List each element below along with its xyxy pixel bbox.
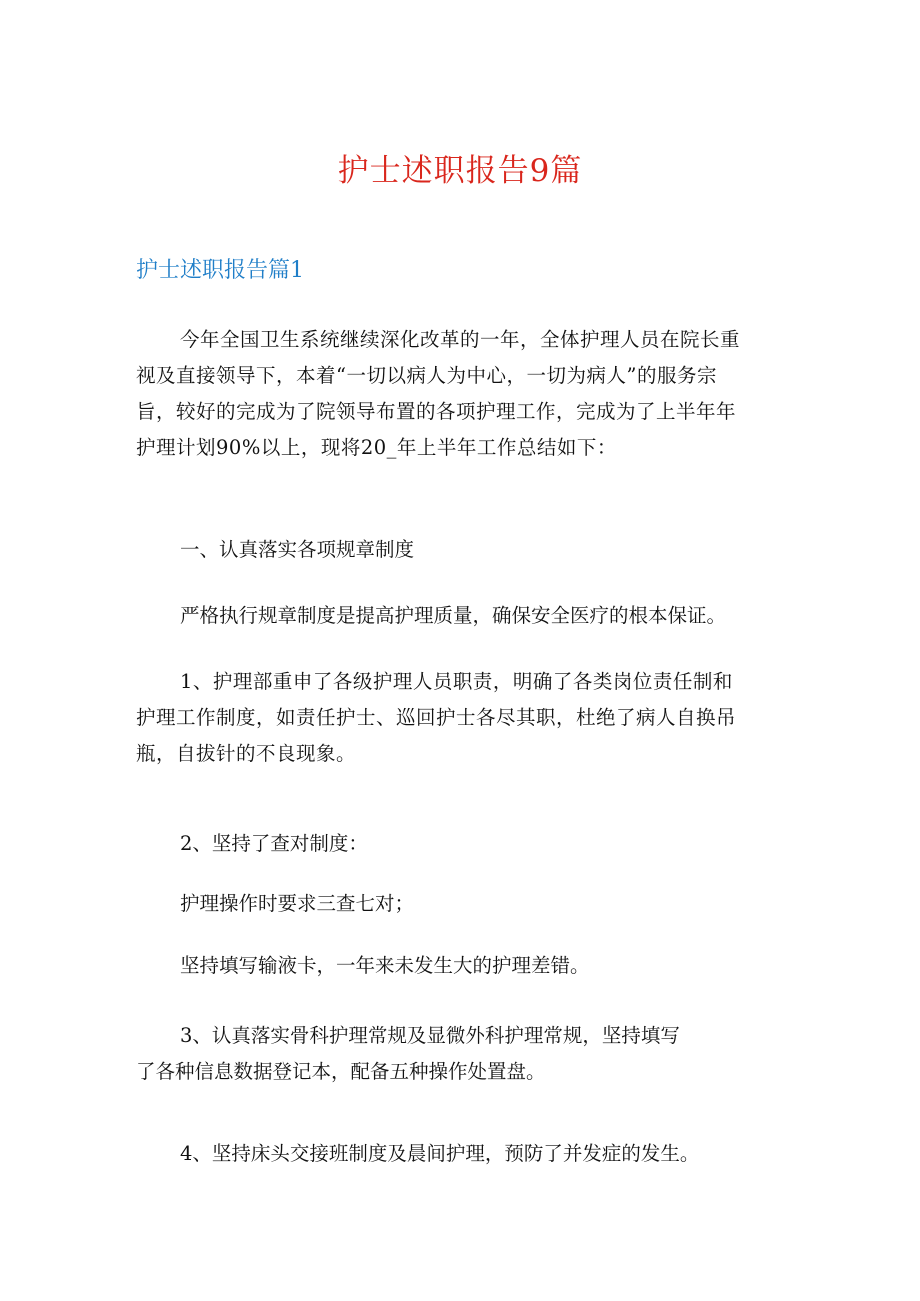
document-title: 护士述职报告9篇 bbox=[337, 153, 583, 189]
item-3-paragraph bbox=[136, 1018, 796, 1090]
intro-line-3: 旨，较好的完成为了院领导布置的各项护理工作，完成为了上半年年 bbox=[136, 400, 737, 423]
item-3-line-1: 3、认真落实骨科护理常规及显微外科护理常规，坚持填写 bbox=[180, 1024, 680, 1047]
section-heading: 护士述职报告篇1 bbox=[136, 258, 304, 283]
item-2-paragraph: 2、坚持了查对制度： bbox=[180, 832, 368, 855]
intro-line-1: 今年全国卫生系统继续深化改革的一年，全体护理人员在院长重 bbox=[180, 328, 741, 351]
item-1-line-1: 1、护理部重申了各级护理人员职责，明确了各类岗位责任制和 bbox=[180, 670, 733, 693]
item-4-paragraph: 4、坚持床头交接班制度及晨间护理，预防了并发症的发生。 bbox=[180, 1142, 700, 1165]
item-1-line-2: 护理工作制度，如责任护士、巡回护士各尽其职，杜绝了病人自换吊 bbox=[136, 706, 737, 729]
item-1-paragraph bbox=[136, 664, 796, 772]
intro-paragraph bbox=[136, 322, 796, 466]
item-3-line-2: 了各种信息数据登记本，配备五种操作处置盘。 bbox=[136, 1060, 546, 1083]
subheading-regulations: 一、认真落实各项规章制度 bbox=[180, 538, 415, 561]
intro-line-2: 视及直接领导下，本着“一切以病人为中心，一切为病人”的服务宗 bbox=[136, 364, 717, 387]
item-1-line-3: 瓶，自拔针的不良现象。 bbox=[136, 742, 357, 765]
fill-paragraph: 坚持填写输液卡，一年来未发生大的护理差错。 bbox=[180, 954, 590, 977]
check-paragraph: 护理操作时要求三查七对； bbox=[180, 892, 415, 915]
intro-line-4: 护理计划90%以上，现将20_年上半年工作总结如下： bbox=[136, 436, 617, 459]
rule-paragraph: 严格执行规章制度是提高护理质量，确保安全医疗的根本保证。 bbox=[180, 604, 727, 627]
